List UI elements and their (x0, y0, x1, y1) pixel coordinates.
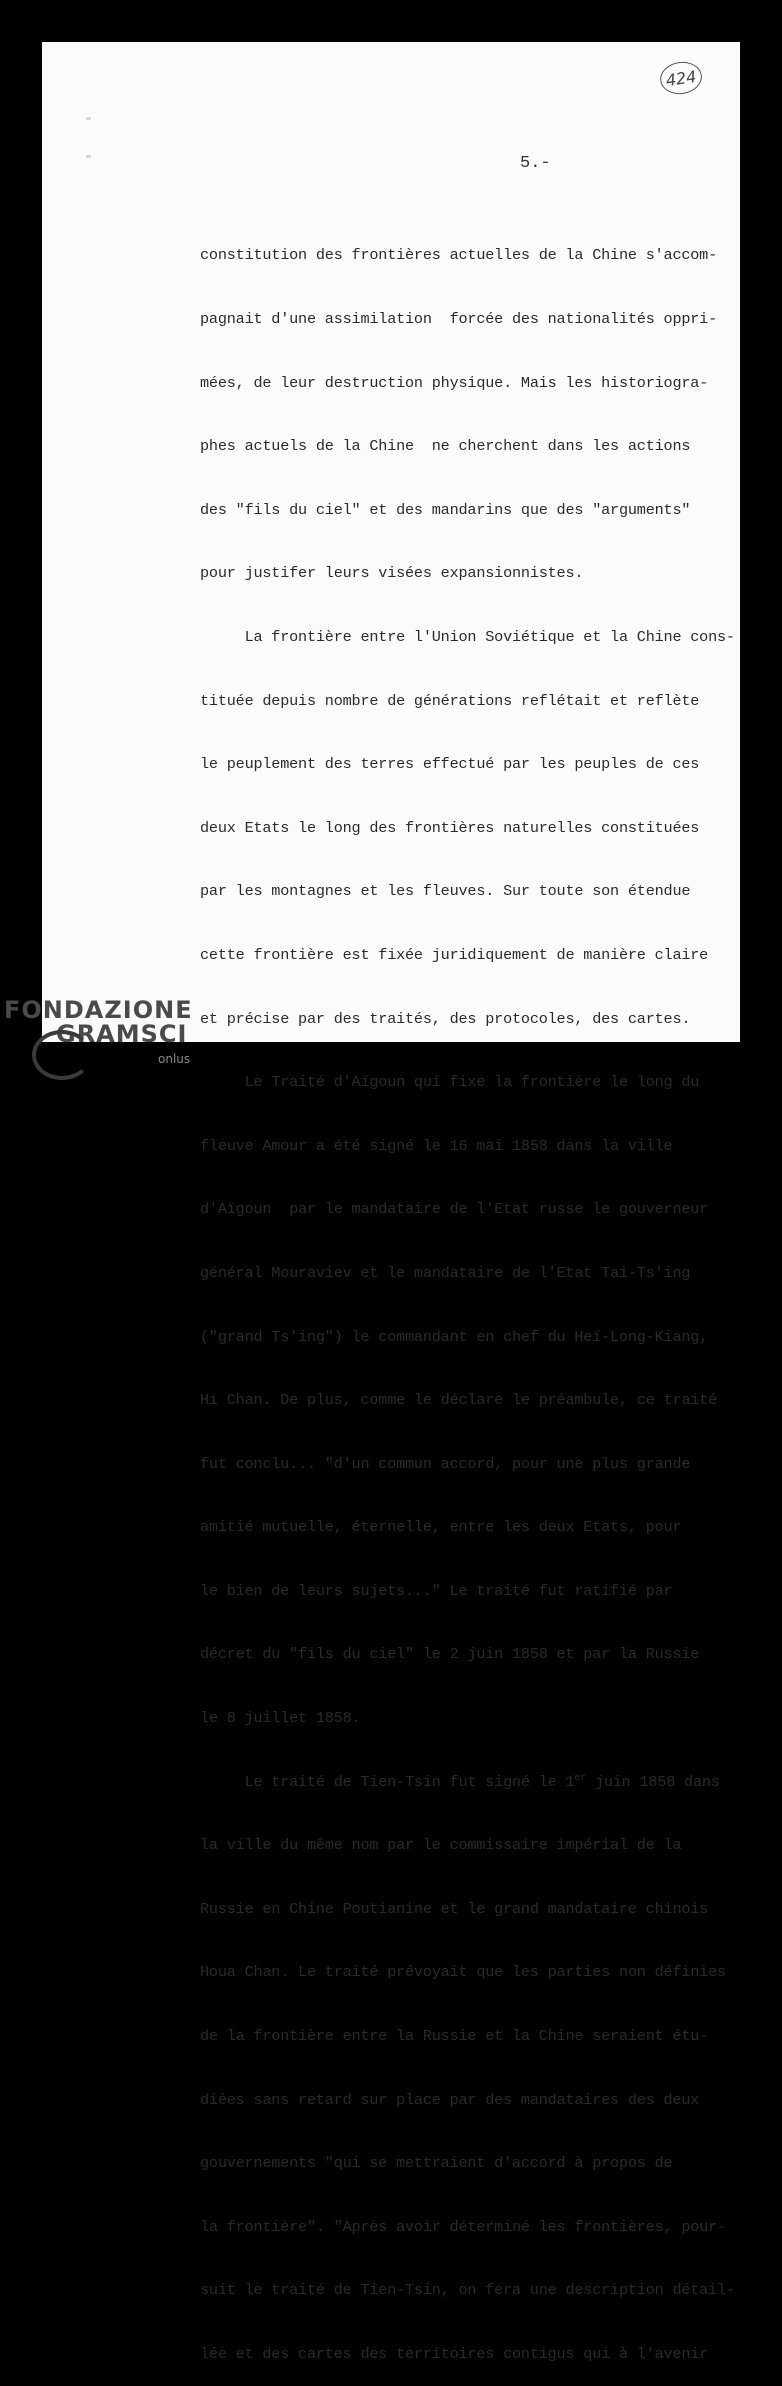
text-line: tituée depuis nombre de générations reflétait et reflète (200, 691, 700, 710)
text-line: Le Traité d'Aïgoun qui fixe la frontière le long du (200, 1073, 700, 1092)
text-line: lée et des cartes des territoires contigus qui à l'avenir (200, 2345, 709, 2363)
text-line: de la frontière entre la Russie et la Chine seraient étu- (200, 2027, 709, 2046)
margin-mark (86, 117, 91, 120)
text-line: fleuve Amour a été signé le 16 mai 1858 dans la ville (200, 1136, 673, 1155)
text-line: le bien de leurs sujets..." Le traité fut ratifié par (200, 1581, 673, 1600)
text-line: général Mouraviev et le mandataire de l'Etat Tai-Ts'ing (200, 1263, 691, 1282)
superscript: er (574, 1772, 586, 1784)
text-line: fut conclu... "d'un commun accord, pour une plus grande (200, 1454, 691, 1473)
text-line: Houa Chan. Le traité prévoyait que les parties non définies (200, 1963, 726, 1982)
text-line: la ville du même nom par le commissaire impérial de la (200, 1836, 682, 1855)
text-segment: Le traité de Tien-Tsin fut signé le 1 (200, 1772, 575, 1791)
logo-subtitle: onlus (158, 1052, 191, 1066)
text-line: amitié mutuelle, éternelle, entre les deux Etats, pour (200, 1518, 682, 1537)
text-segment: juin 1858 dans (586, 1772, 720, 1791)
text-line: mées, de leur destruction physique. Mais les historiogra- (200, 373, 709, 392)
text-line: deux Etats le long des frontières naturelles constituées (200, 818, 700, 837)
text-line: le peuplement des terres effectué par les peuples de ces (200, 755, 700, 774)
text-line: cette frontière est fixée juridiquement de manière claire (200, 945, 709, 964)
text-line: Hi Chan. De plus, comme le déclare le préambule, ce traité (200, 1391, 718, 1410)
text-line: décret du "fils du ciel" le 2 juin 1858 et par la Russie (200, 1645, 700, 1664)
text-line: ("grand Ts'ing") le commandant en chef du Heï-Long-Kiang, (200, 1327, 709, 1346)
folio-number: 424 (658, 59, 704, 97)
text-line: par les montagnes et les fleuves. Sur toute son étendue (200, 882, 691, 901)
logo-icon (32, 1030, 92, 1080)
page-number: 5.- (520, 154, 551, 173)
text-line: Russie en Chine Poutianine et le grand mandataire chinois (200, 1899, 709, 1918)
text-line: gouvernements "qui se mettraient d'accord à propos de (200, 2154, 673, 2173)
logo-wordmark: GRAMSCI (56, 1020, 188, 1048)
logo-wordmark: FONDAZIONE (4, 996, 193, 1024)
text-line: phes actuels de la Chine ne cherchent dans les actions (200, 437, 691, 456)
margin-mark (86, 155, 91, 158)
text-line (200, 1772, 735, 1793)
text-line: constitution des frontières actuelles de la Chine s'accom- (200, 246, 718, 265)
body-text (200, 203, 735, 2386)
text-line: pour justifer leurs visées expansionnistes. (200, 564, 584, 583)
text-line: la frontière". "Après avoir déterminé les frontières, pour- (200, 2217, 726, 2236)
text-line: pagnait d'une assimilation forcée des nationalités oppri- (200, 310, 718, 328)
text-line: La frontière entre l'Union Soviétique et la Chine cons- (200, 627, 735, 646)
text-line: des "fils du ciel" et des mandarins que des "arguments" (200, 500, 691, 519)
text-line: le 8 juillet 1858. (200, 1709, 361, 1728)
text-line: diées sans retard sur place par des mandataires des deux (200, 2090, 700, 2109)
text-line: suit le traité de Tien-Tsin, on fera une description détail- (200, 2281, 735, 2300)
text-line: d'Aïgoun par le mandataire de l'Etat russe le gouverneur (200, 1200, 709, 1219)
text-line: et précise par des traités, des protocoles, des cartes. (200, 1009, 691, 1028)
